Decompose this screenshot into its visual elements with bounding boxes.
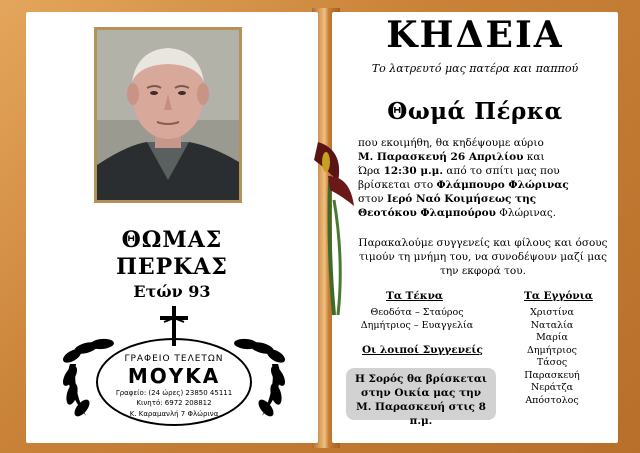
list-item: Νεράτζα: [530, 382, 574, 393]
body-line: που εκοιμήθη, θα κηδέψουμε αύριο: [358, 137, 544, 149]
viewing-notice: Η Σορός θα βρίσκεται στην Οικία μας την Μ. Παρασκευή στις 8 π.μ.: [346, 368, 496, 420]
list-item: Δημήτριος – Ευαγγελία: [360, 319, 474, 331]
relatives-heading: Οι λοιποί Συγγενείς: [362, 344, 483, 356]
page-title: ΚΗΔΕΙΑ: [386, 14, 564, 56]
body-line: στον: [358, 193, 388, 205]
list-item: Ναταλία: [530, 319, 574, 331]
body-line: βρίσκεται στο: [358, 179, 437, 191]
body-date: Μ. Παρασκευή 26 Απριλίου: [358, 151, 524, 163]
grandchildren-list: [502, 307, 602, 407]
deceased-name: Θωμά Πέρκα: [387, 98, 563, 125]
list-item: Απόστολος: [525, 394, 579, 406]
body-line: Ώρα: [358, 165, 384, 177]
body-village: Φλάμπουρο Φλώρινας: [436, 179, 569, 191]
deceased-age: Ετών 93: [133, 282, 211, 301]
body-church: Ιερό Ναό Κοιμήσεως της: [387, 193, 537, 205]
list-item: Θεοδότα – Σταύρος: [370, 307, 464, 318]
logo-office-phone: Γραφείο: (24 ώρες) 23850 45111: [115, 389, 233, 397]
children-heading: Τα Τέκνα: [386, 290, 443, 302]
deceased-first-name: ΘΩΜΑΣ: [121, 227, 223, 253]
list-item: Τάσος: [536, 357, 568, 368]
announcement-text: [358, 136, 608, 220]
list-item: Χριστίνα: [530, 307, 574, 318]
logo-brand-name: ΜΟΥΚΑ: [127, 364, 221, 388]
left-page: [26, 12, 318, 443]
children-list: [352, 307, 482, 332]
logo-funeral-office: ΓΡΑΦΕΙΟ ΤΕΛΕΤΩΝ: [124, 354, 224, 364]
list-item: Μαρία: [536, 332, 568, 343]
request-text: Παρακαλούμε συγγενείς και φίλους και όσους τιμούν τη μνήμη του, να συνοδέψουν μαζί μας την εκφορά του.: [358, 237, 608, 277]
logo-mobile-phone: Κινητό: 6972 208812: [136, 399, 212, 407]
list-item: Παρασκευή: [524, 369, 580, 381]
body-time: 12:30 μ.μ.: [383, 165, 443, 177]
deceased-last-name: ΠΕΡΚΑΣ: [116, 254, 228, 280]
funeral-home-logo: [56, 304, 292, 428]
logo-address: Κ. Καραμανλή 7 Φλώρινα: [129, 410, 219, 418]
body-church-cont: Θεοτόκου Φλαμπούρου: [358, 207, 496, 219]
body-line: από το σπίτι μας που: [443, 165, 560, 177]
body-line: και: [523, 151, 545, 163]
grandchildren-heading: Τα Εγγόνια: [524, 290, 593, 302]
body-line: Φλώρινας.: [495, 207, 557, 219]
calla-lily-icon: [304, 140, 360, 320]
portrait-photo: [94, 27, 242, 203]
list-item: Δημήτριος: [526, 344, 578, 356]
right-page: [332, 12, 618, 443]
subtitle: Το λατρευτό μας πατέρα και παππού: [371, 62, 579, 75]
